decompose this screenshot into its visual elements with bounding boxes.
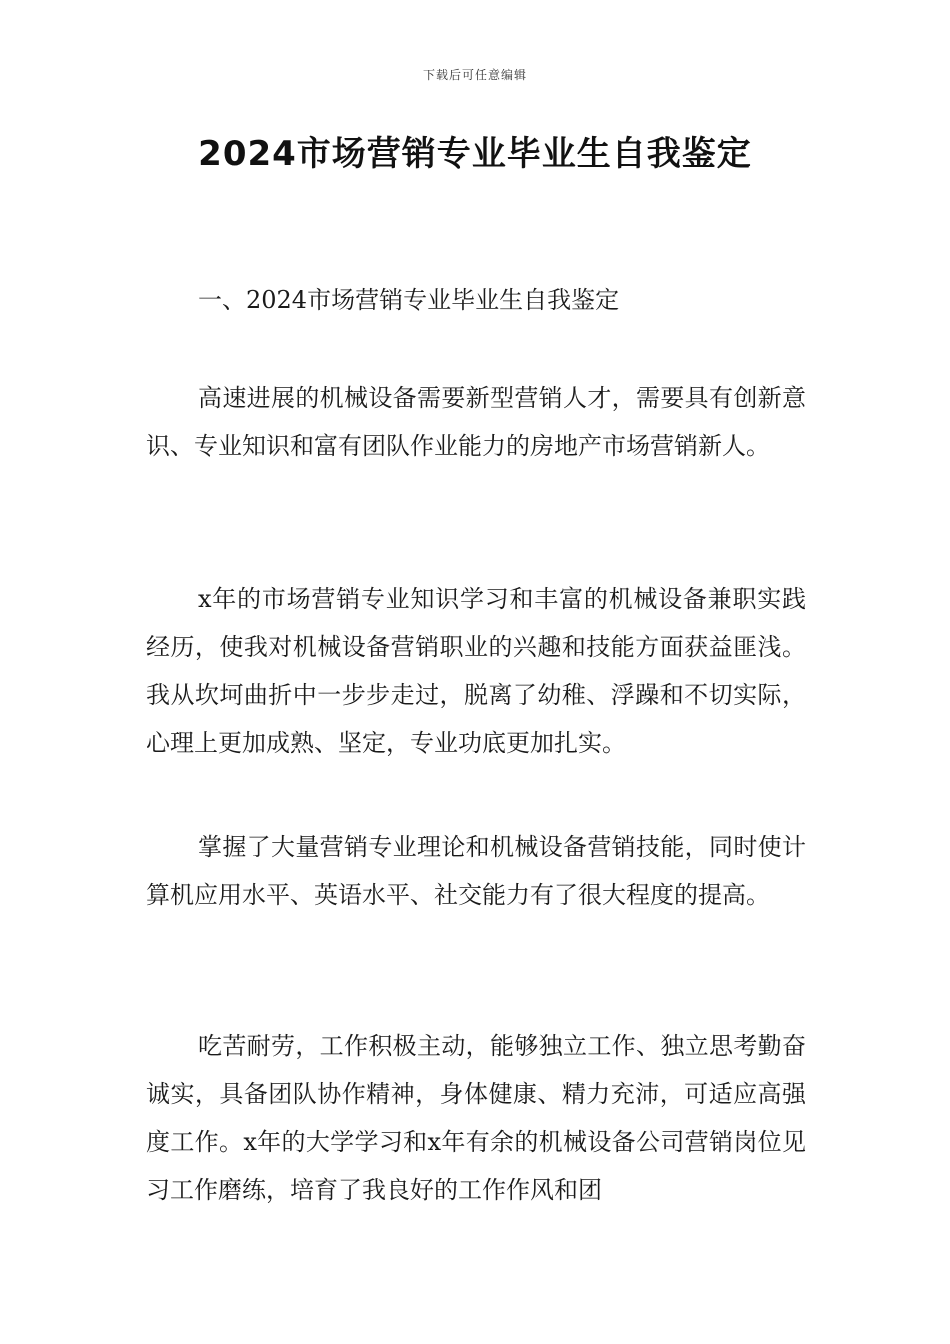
paragraph-1: 高速进展的机械设备需要新型营销人才，需要具有创新意识、专业知识和富有团队作业能力的房地产市场营销新人。: [146, 384, 806, 460]
header-note: 下载后可任意编辑: [422, 68, 527, 82]
section-heading: 一、2024市场营销专业毕业生自我鉴定: [198, 286, 620, 314]
document-title: 2024市场营销专业毕业生自我鉴定: [198, 134, 752, 174]
paragraph-3: 掌握了大量营销专业理论和机械设备营销技能，同时使计算机应用水平、英语水平、社交能力有了很大程度的提高。: [146, 833, 806, 909]
paragraph-2: x年的市场营销专业知识学习和丰富的机械设备兼职实践经历，使我对机械设备营销职业的兴趣和技能方面获益匪浅。我从坎坷曲折中一步步走过，脱离了幼稚、浮躁和不切实际，心理上更加成熟、坚定，专业功底更加扎实。: [146, 585, 806, 757]
paragraph-4: 吃苦耐劳，工作积极主动，能够独立工作、独立思考勤奋诚实，具备团队协作精神，身体健康、精力充沛，可适应高强度工作。x年的大学学习和x年有余的机械设备公司营销岗位见习工作磨练，培育了我良好的工作作风和团: [146, 1032, 806, 1204]
